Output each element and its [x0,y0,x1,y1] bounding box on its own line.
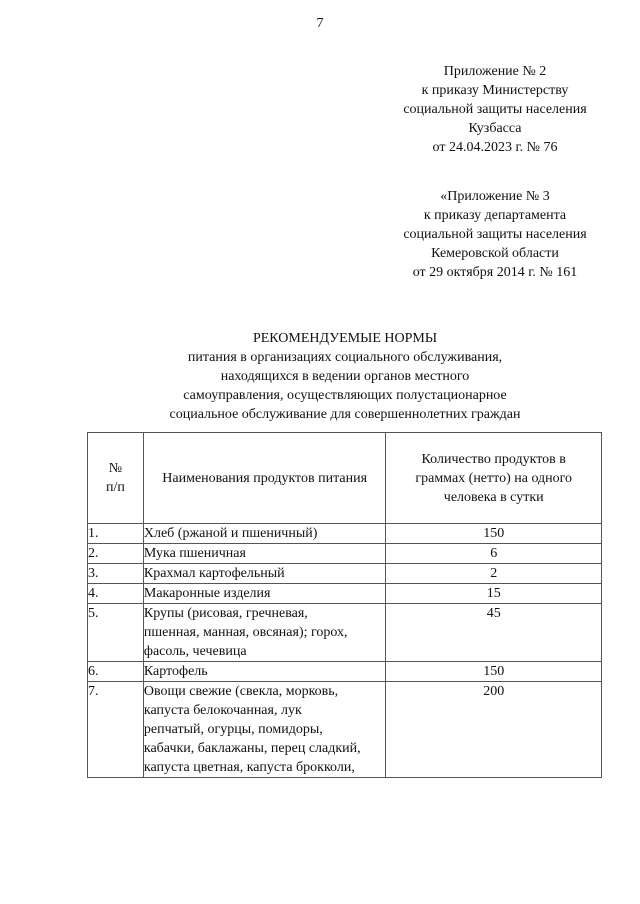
title-line: социальное обслуживание для совершеннолетних граждан [169,407,521,422]
table-row [88,564,602,584]
appendix-original-line: к приказу департамента [423,208,567,223]
product-name: Крупы (рисовая, гречневая, пшенная, манная, овсяная); горох, фасоль, чечевица [143,604,386,662]
row-number: 4. [88,584,144,604]
product-quantity: 45 [386,604,602,662]
title-line: находящихся в ведении органов местного [220,369,470,384]
appendix-original-line: «Приложение № 3 [440,189,550,204]
table-row [88,604,602,662]
header-number: № п/п [88,433,144,524]
header-quantity: Количество продуктов в граммах (нетто) на одного человека в сутки [386,433,602,524]
product-name: Мука пшеничная [143,544,386,564]
document-title [60,329,630,424]
table-row [88,524,602,544]
table-row [88,544,602,564]
product-name: Макаронные изделия [143,584,386,604]
product-quantity: 6 [386,544,602,564]
appendix-current-block [380,62,610,157]
appendix-current-line: социальной защиты населения [403,102,587,117]
product-name: Картофель [143,662,386,682]
product-name: Овощи свежие (свекла, морковь, капуста белокочанная, лук репчатый, огурцы, помидоры, кабачки, баклажаны, перец сладкий, капуста цветная, капуста брокколи, [143,682,386,778]
product-quantity: 150 [386,524,602,544]
appendix-original-line: Кемеровской области [431,246,559,261]
appendix-current-line: Кузбасса [468,121,522,136]
product-quantity: 150 [386,662,602,682]
appendix-current-line: Приложение № 2 [443,64,547,79]
appendix-original-block [380,187,610,282]
nutrition-norms-table [87,432,602,778]
appendix-current-line: к приказу Министерству [421,83,569,98]
appendix-original-line: от 29 октября 2014 г. № 161 [412,265,578,280]
title-line: самоуправления, осуществляющих полустационарное [183,388,507,403]
product-quantity: 2 [386,564,602,584]
product-quantity: 15 [386,584,602,604]
product-name: Крахмал картофельный [143,564,386,584]
row-number: 2. [88,544,144,564]
appendix-current-line: от 24.04.2023 г. № 76 [432,140,558,155]
title-line: РЕКОМЕНДУЕМЫЕ НОРМЫ [252,331,438,346]
table-row [88,662,602,682]
product-quantity: 200 [386,682,602,778]
row-number: 1. [88,524,144,544]
page-number: 7 [316,16,324,31]
row-number: 7. [88,682,144,778]
header-product-name: Наименования продуктов питания [143,433,386,524]
table-header-row [88,433,602,524]
row-number: 5. [88,604,144,662]
row-number: 6. [88,662,144,682]
row-number: 3. [88,564,144,584]
product-name: Хлеб (ржаной и пшеничный) [143,524,386,544]
table-row [88,584,602,604]
title-line: питания в организациях социального обслуживания, [187,350,503,365]
table-row [88,682,602,778]
appendix-original-line: социальной защиты населения [403,227,587,242]
